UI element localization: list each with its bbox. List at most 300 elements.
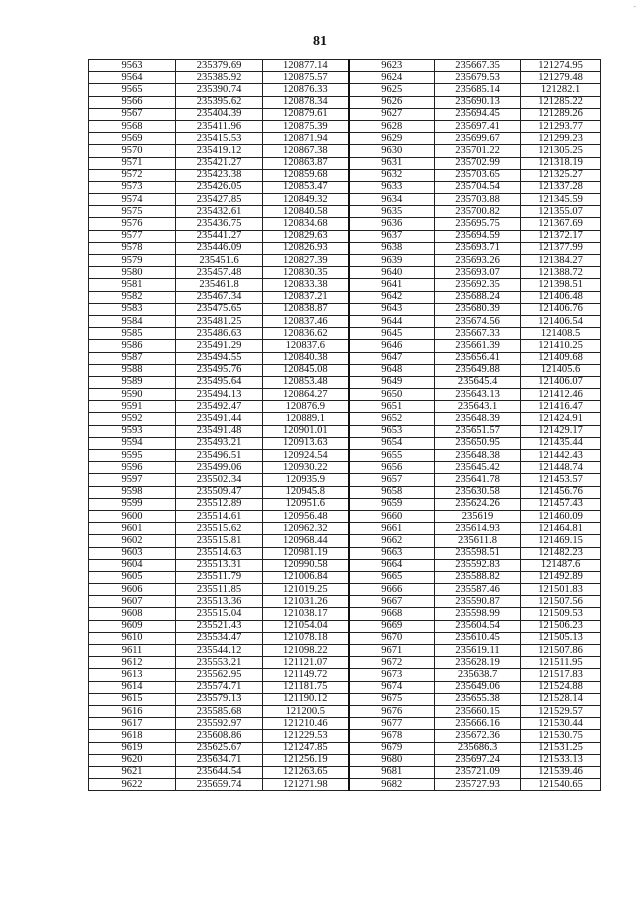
table-row — [89, 60, 601, 72]
y-coordinate-cell: 120840.58 — [263, 206, 349, 218]
x-coordinate-cell: 235515.04 — [176, 608, 263, 620]
table-row — [89, 742, 601, 754]
x-coordinate-cell: 235491.44 — [176, 413, 263, 425]
y-coordinate-cell: 120962.32 — [263, 523, 349, 535]
x-coordinate-cell: 235641.78 — [435, 474, 521, 486]
x-coordinate-cell: 235579.13 — [176, 693, 263, 705]
table-row — [89, 401, 601, 413]
point-number-cell: 9572 — [89, 169, 176, 181]
point-number-cell: 9666 — [349, 584, 435, 596]
point-number-cell: 9672 — [349, 657, 435, 669]
x-coordinate-cell: 235513.31 — [176, 559, 263, 571]
point-number-cell: 9657 — [349, 474, 435, 486]
table-row — [89, 315, 601, 327]
table-row — [89, 279, 601, 291]
table-row — [89, 450, 601, 462]
x-coordinate-cell: 235513.36 — [176, 596, 263, 608]
point-number-cell: 9628 — [349, 120, 435, 132]
point-number-cell: 9600 — [89, 510, 176, 522]
point-number-cell: 9637 — [349, 230, 435, 242]
point-number-cell: 9645 — [349, 328, 435, 340]
y-coordinate-cell: 121377.99 — [521, 242, 601, 254]
y-coordinate-cell: 121528.14 — [521, 693, 601, 705]
table-row — [89, 547, 601, 559]
x-coordinate-cell: 235588.82 — [435, 571, 521, 583]
y-coordinate-cell: 121271.98 — [263, 779, 349, 791]
x-coordinate-cell: 235656.41 — [435, 352, 521, 364]
y-coordinate-cell: 121464.81 — [521, 523, 601, 535]
y-coordinate-cell: 121408.5 — [521, 328, 601, 340]
y-coordinate-cell: 121517.83 — [521, 669, 601, 681]
point-number-cell: 9652 — [349, 413, 435, 425]
y-coordinate-cell: 121410.25 — [521, 340, 601, 352]
y-coordinate-cell: 121355.07 — [521, 206, 601, 218]
y-coordinate-cell: 121263.65 — [263, 766, 349, 778]
table-row — [89, 328, 601, 340]
y-coordinate-cell: 121406.48 — [521, 291, 601, 303]
y-coordinate-cell: 121372.17 — [521, 230, 601, 242]
y-coordinate-cell: 121487.6 — [521, 559, 601, 571]
y-coordinate-cell: 121384.27 — [521, 255, 601, 267]
y-coordinate-cell: 121531.25 — [521, 742, 601, 754]
x-coordinate-cell: 235411.96 — [176, 120, 263, 132]
y-coordinate-cell: 121337.28 — [521, 181, 601, 193]
y-coordinate-cell: 120878.34 — [263, 96, 349, 108]
point-number-cell: 9612 — [89, 657, 176, 669]
y-coordinate-cell: 121442.43 — [521, 450, 601, 462]
point-number-cell: 9566 — [89, 96, 176, 108]
x-coordinate-cell: 235521.43 — [176, 620, 263, 632]
x-coordinate-cell: 235651.57 — [435, 425, 521, 437]
point-number-cell: 9598 — [89, 486, 176, 498]
point-number-cell: 9564 — [89, 72, 176, 84]
point-number-cell: 9617 — [89, 718, 176, 730]
corner-mark: - — [633, 2, 636, 11]
table-row — [89, 620, 601, 632]
y-coordinate-cell: 120876.33 — [263, 84, 349, 96]
x-coordinate-cell: 235727.93 — [435, 779, 521, 791]
x-coordinate-cell: 235679.53 — [435, 72, 521, 84]
y-coordinate-cell: 120875.57 — [263, 72, 349, 84]
x-coordinate-cell: 235427.85 — [176, 194, 263, 206]
y-coordinate-cell: 121078.18 — [263, 632, 349, 644]
x-coordinate-cell: 235611.8 — [435, 535, 521, 547]
point-number-cell: 9648 — [349, 364, 435, 376]
y-coordinate-cell: 120853.48 — [263, 376, 349, 388]
point-number-cell: 9665 — [349, 571, 435, 583]
point-number-cell: 9660 — [349, 510, 435, 522]
x-coordinate-cell: 235648.38 — [435, 450, 521, 462]
point-number-cell: 9646 — [349, 340, 435, 352]
y-coordinate-cell: 120827.39 — [263, 255, 349, 267]
y-coordinate-cell: 120876.9 — [263, 401, 349, 413]
y-coordinate-cell: 121448.74 — [521, 462, 601, 474]
x-coordinate-cell: 235598.51 — [435, 547, 521, 559]
point-number-cell: 9681 — [349, 766, 435, 778]
table-row — [89, 133, 601, 145]
table-row — [89, 84, 601, 96]
table-row — [89, 230, 601, 242]
table-row — [89, 779, 601, 791]
point-number-cell: 9662 — [349, 535, 435, 547]
point-number-cell: 9642 — [349, 291, 435, 303]
point-number-cell: 9605 — [89, 571, 176, 583]
point-number-cell: 9584 — [89, 315, 176, 327]
point-number-cell: 9606 — [89, 584, 176, 596]
point-number-cell: 9609 — [89, 620, 176, 632]
x-coordinate-cell: 235688.24 — [435, 291, 521, 303]
x-coordinate-cell: 235619 — [435, 510, 521, 522]
point-number-cell: 9610 — [89, 632, 176, 644]
y-coordinate-cell: 120867.38 — [263, 145, 349, 157]
x-coordinate-cell: 235544.12 — [176, 645, 263, 657]
y-coordinate-cell: 121406.54 — [521, 315, 601, 327]
x-coordinate-cell: 235475.65 — [176, 303, 263, 315]
x-coordinate-cell: 235379.69 — [176, 60, 263, 72]
x-coordinate-cell: 235502.34 — [176, 474, 263, 486]
x-coordinate-cell: 235695.75 — [435, 218, 521, 230]
y-coordinate-cell: 121406.76 — [521, 303, 601, 315]
x-coordinate-cell: 235659.74 — [176, 779, 263, 791]
point-number-cell: 9678 — [349, 730, 435, 742]
point-number-cell: 9579 — [89, 255, 176, 267]
x-coordinate-cell: 235630.58 — [435, 486, 521, 498]
point-number-cell: 9656 — [349, 462, 435, 474]
y-coordinate-cell: 120845.08 — [263, 364, 349, 376]
x-coordinate-cell: 235592.83 — [435, 559, 521, 571]
table-row — [89, 523, 601, 535]
y-coordinate-cell: 121405.6 — [521, 364, 601, 376]
point-number-cell: 9629 — [349, 133, 435, 145]
y-coordinate-cell: 121398.51 — [521, 279, 601, 291]
y-coordinate-cell: 120840.38 — [263, 352, 349, 364]
point-number-cell: 9640 — [349, 267, 435, 279]
table-row — [89, 571, 601, 583]
x-coordinate-cell: 235574.71 — [176, 681, 263, 693]
x-coordinate-cell: 235553.21 — [176, 657, 263, 669]
point-number-cell: 9638 — [349, 242, 435, 254]
x-coordinate-cell: 235643.1 — [435, 401, 521, 413]
y-coordinate-cell: 121506.23 — [521, 620, 601, 632]
point-number-cell: 9644 — [349, 315, 435, 327]
table-row — [89, 559, 601, 571]
x-coordinate-cell: 235509.47 — [176, 486, 263, 498]
point-number-cell: 9622 — [89, 779, 176, 791]
point-number-cell: 9623 — [349, 60, 435, 72]
point-number-cell: 9596 — [89, 462, 176, 474]
y-coordinate-cell: 121424.91 — [521, 413, 601, 425]
point-number-cell: 9651 — [349, 401, 435, 413]
y-coordinate-cell: 121533.13 — [521, 754, 601, 766]
table-row — [89, 206, 601, 218]
point-number-cell: 9618 — [89, 730, 176, 742]
x-coordinate-cell: 235680.39 — [435, 303, 521, 315]
x-coordinate-cell: 235419.12 — [176, 145, 263, 157]
page-number: 81 — [313, 34, 327, 49]
x-coordinate-cell: 235619.11 — [435, 645, 521, 657]
y-coordinate-cell: 121507.86 — [521, 645, 601, 657]
point-number-cell: 9669 — [349, 620, 435, 632]
point-number-cell: 9581 — [89, 279, 176, 291]
table-row — [89, 120, 601, 132]
x-coordinate-cell: 235604.54 — [435, 620, 521, 632]
x-coordinate-cell: 235493.21 — [176, 437, 263, 449]
y-coordinate-cell: 120930.22 — [263, 462, 349, 474]
point-number-cell: 9591 — [89, 401, 176, 413]
x-coordinate-cell: 235628.19 — [435, 657, 521, 669]
y-coordinate-cell: 120935.9 — [263, 474, 349, 486]
x-coordinate-cell: 235457.48 — [176, 267, 263, 279]
table-row — [89, 108, 601, 120]
x-coordinate-cell: 235648.39 — [435, 413, 521, 425]
point-number-cell: 9576 — [89, 218, 176, 230]
table-row — [89, 242, 601, 254]
table-row — [89, 486, 601, 498]
x-coordinate-cell: 235496.51 — [176, 450, 263, 462]
y-coordinate-cell: 120863.87 — [263, 157, 349, 169]
point-number-cell: 9574 — [89, 194, 176, 206]
x-coordinate-cell: 235699.67 — [435, 133, 521, 145]
point-number-cell: 9653 — [349, 425, 435, 437]
y-coordinate-cell: 121457.43 — [521, 498, 601, 510]
x-coordinate-cell: 235690.13 — [435, 96, 521, 108]
point-number-cell: 9580 — [89, 267, 176, 279]
y-coordinate-cell: 121285.22 — [521, 96, 601, 108]
x-coordinate-cell: 235495.64 — [176, 376, 263, 388]
coordinates-table-body — [89, 60, 601, 791]
x-coordinate-cell: 235534.47 — [176, 632, 263, 644]
y-coordinate-cell: 120924.54 — [263, 450, 349, 462]
x-coordinate-cell: 235694.59 — [435, 230, 521, 242]
x-coordinate-cell: 235514.63 — [176, 547, 263, 559]
point-number-cell: 9577 — [89, 230, 176, 242]
point-number-cell: 9661 — [349, 523, 435, 535]
x-coordinate-cell: 235491.48 — [176, 425, 263, 437]
y-coordinate-cell: 121289.26 — [521, 108, 601, 120]
y-coordinate-cell: 121367.69 — [521, 218, 601, 230]
y-coordinate-cell: 121121.07 — [263, 657, 349, 669]
y-coordinate-cell: 121098.22 — [263, 645, 349, 657]
y-coordinate-cell: 120837.6 — [263, 340, 349, 352]
y-coordinate-cell: 121529.57 — [521, 705, 601, 717]
x-coordinate-cell: 235481.25 — [176, 315, 263, 327]
y-coordinate-cell: 120833.38 — [263, 279, 349, 291]
x-coordinate-cell: 235701.22 — [435, 145, 521, 157]
point-number-cell: 9594 — [89, 437, 176, 449]
x-coordinate-cell: 235385.92 — [176, 72, 263, 84]
table-row — [89, 657, 601, 669]
x-coordinate-cell: 235674.56 — [435, 315, 521, 327]
x-coordinate-cell: 235515.62 — [176, 523, 263, 535]
x-coordinate-cell: 235486.63 — [176, 328, 263, 340]
point-number-cell: 9567 — [89, 108, 176, 120]
y-coordinate-cell: 121181.75 — [263, 681, 349, 693]
x-coordinate-cell: 235693.07 — [435, 267, 521, 279]
y-coordinate-cell: 120837.21 — [263, 291, 349, 303]
y-coordinate-cell: 121031.26 — [263, 596, 349, 608]
x-coordinate-cell: 235655.38 — [435, 693, 521, 705]
y-coordinate-cell: 120853.47 — [263, 181, 349, 193]
y-coordinate-cell: 121435.44 — [521, 437, 601, 449]
table-row — [89, 669, 601, 681]
y-coordinate-cell: 121200.5 — [263, 705, 349, 717]
table-row — [89, 681, 601, 693]
x-coordinate-cell: 235590.87 — [435, 596, 521, 608]
table-row — [89, 535, 601, 547]
point-number-cell: 9659 — [349, 498, 435, 510]
table-row — [89, 352, 601, 364]
y-coordinate-cell: 121305.25 — [521, 145, 601, 157]
x-coordinate-cell: 235598.99 — [435, 608, 521, 620]
point-number-cell: 9568 — [89, 120, 176, 132]
x-coordinate-cell: 235660.15 — [435, 705, 521, 717]
x-coordinate-cell: 235494.55 — [176, 352, 263, 364]
table-row — [89, 340, 601, 352]
table-row — [89, 754, 601, 766]
y-coordinate-cell: 121469.15 — [521, 535, 601, 547]
y-coordinate-cell: 120849.32 — [263, 194, 349, 206]
table-row — [89, 169, 601, 181]
x-coordinate-cell: 235703.88 — [435, 194, 521, 206]
table-row — [89, 364, 601, 376]
x-coordinate-cell: 235703.65 — [435, 169, 521, 181]
point-number-cell: 9620 — [89, 754, 176, 766]
y-coordinate-cell: 120981.19 — [263, 547, 349, 559]
point-number-cell: 9601 — [89, 523, 176, 535]
y-coordinate-cell: 121279.48 — [521, 72, 601, 84]
point-number-cell: 9615 — [89, 693, 176, 705]
y-coordinate-cell: 121412.46 — [521, 389, 601, 401]
point-number-cell: 9633 — [349, 181, 435, 193]
y-coordinate-cell: 120864.27 — [263, 389, 349, 401]
table-row — [89, 705, 601, 717]
table-row — [89, 376, 601, 388]
point-number-cell: 9585 — [89, 328, 176, 340]
y-coordinate-cell: 120834.68 — [263, 218, 349, 230]
point-number-cell: 9649 — [349, 376, 435, 388]
point-number-cell: 9569 — [89, 133, 176, 145]
y-coordinate-cell: 121325.27 — [521, 169, 601, 181]
y-coordinate-cell: 120951.6 — [263, 498, 349, 510]
y-coordinate-cell: 121501.83 — [521, 584, 601, 596]
y-coordinate-cell: 120968.44 — [263, 535, 349, 547]
x-coordinate-cell: 235666.16 — [435, 718, 521, 730]
point-number-cell: 9647 — [349, 352, 435, 364]
point-number-cell: 9634 — [349, 194, 435, 206]
point-number-cell: 9565 — [89, 84, 176, 96]
table-row — [89, 157, 601, 169]
x-coordinate-cell: 235650.95 — [435, 437, 521, 449]
y-coordinate-cell: 121318.19 — [521, 157, 601, 169]
point-number-cell: 9613 — [89, 669, 176, 681]
point-number-cell: 9608 — [89, 608, 176, 620]
point-number-cell: 9595 — [89, 450, 176, 462]
point-number-cell: 9673 — [349, 669, 435, 681]
x-coordinate-cell: 235661.39 — [435, 340, 521, 352]
y-coordinate-cell: 121345.59 — [521, 194, 601, 206]
table-row — [89, 267, 601, 279]
y-coordinate-cell: 121530.75 — [521, 730, 601, 742]
x-coordinate-cell: 235643.13 — [435, 389, 521, 401]
y-coordinate-cell: 121054.04 — [263, 620, 349, 632]
y-coordinate-cell: 120826.93 — [263, 242, 349, 254]
y-coordinate-cell: 121456.76 — [521, 486, 601, 498]
y-coordinate-cell: 121460.09 — [521, 510, 601, 522]
table-row — [89, 693, 601, 705]
y-coordinate-cell: 121388.72 — [521, 267, 601, 279]
point-number-cell: 9639 — [349, 255, 435, 267]
point-number-cell: 9589 — [89, 376, 176, 388]
point-number-cell: 9631 — [349, 157, 435, 169]
table-row — [89, 596, 601, 608]
table-row — [89, 145, 601, 157]
y-coordinate-cell: 121038.17 — [263, 608, 349, 620]
x-coordinate-cell: 235704.54 — [435, 181, 521, 193]
y-coordinate-cell: 120838.87 — [263, 303, 349, 315]
table-row — [89, 608, 601, 620]
y-coordinate-cell: 121247.85 — [263, 742, 349, 754]
y-coordinate-cell: 121482.23 — [521, 547, 601, 559]
point-number-cell: 9670 — [349, 632, 435, 644]
table-row — [89, 584, 601, 596]
y-coordinate-cell: 121509.53 — [521, 608, 601, 620]
x-coordinate-cell: 235512.89 — [176, 498, 263, 510]
y-coordinate-cell: 121511.95 — [521, 657, 601, 669]
x-coordinate-cell: 235645.4 — [435, 376, 521, 388]
point-number-cell: 9563 — [89, 60, 176, 72]
point-number-cell: 9667 — [349, 596, 435, 608]
y-coordinate-cell: 121299.23 — [521, 133, 601, 145]
y-coordinate-cell: 121429.17 — [521, 425, 601, 437]
table-row — [89, 645, 601, 657]
y-coordinate-cell: 121019.25 — [263, 584, 349, 596]
y-coordinate-cell: 120889.1 — [263, 413, 349, 425]
x-coordinate-cell: 235404.39 — [176, 108, 263, 120]
y-coordinate-cell: 120945.8 — [263, 486, 349, 498]
x-coordinate-cell: 235451.6 — [176, 255, 263, 267]
y-coordinate-cell: 120877.14 — [263, 60, 349, 72]
x-coordinate-cell: 235700.82 — [435, 206, 521, 218]
x-coordinate-cell: 235511.85 — [176, 584, 263, 596]
x-coordinate-cell: 235721.09 — [435, 766, 521, 778]
y-coordinate-cell: 121149.72 — [263, 669, 349, 681]
y-coordinate-cell: 121505.13 — [521, 632, 601, 644]
point-number-cell: 9664 — [349, 559, 435, 571]
table-row — [89, 425, 601, 437]
point-number-cell: 9650 — [349, 389, 435, 401]
y-coordinate-cell: 121507.56 — [521, 596, 601, 608]
x-coordinate-cell: 235494.13 — [176, 389, 263, 401]
x-coordinate-cell: 235499.06 — [176, 462, 263, 474]
point-number-cell: 9604 — [89, 559, 176, 571]
y-coordinate-cell: 121256.19 — [263, 754, 349, 766]
x-coordinate-cell: 235492.47 — [176, 401, 263, 413]
table-row — [89, 462, 601, 474]
point-number-cell: 9675 — [349, 693, 435, 705]
y-coordinate-cell: 121190.12 — [263, 693, 349, 705]
y-coordinate-cell: 120990.58 — [263, 559, 349, 571]
x-coordinate-cell: 235436.75 — [176, 218, 263, 230]
x-coordinate-cell: 235491.29 — [176, 340, 263, 352]
x-coordinate-cell: 235624.26 — [435, 498, 521, 510]
x-coordinate-cell: 235693.71 — [435, 242, 521, 254]
point-number-cell: 9626 — [349, 96, 435, 108]
point-number-cell: 9625 — [349, 84, 435, 96]
table-row — [89, 498, 601, 510]
x-coordinate-cell: 235587.46 — [435, 584, 521, 596]
point-number-cell: 9607 — [89, 596, 176, 608]
x-coordinate-cell: 235644.54 — [176, 766, 263, 778]
